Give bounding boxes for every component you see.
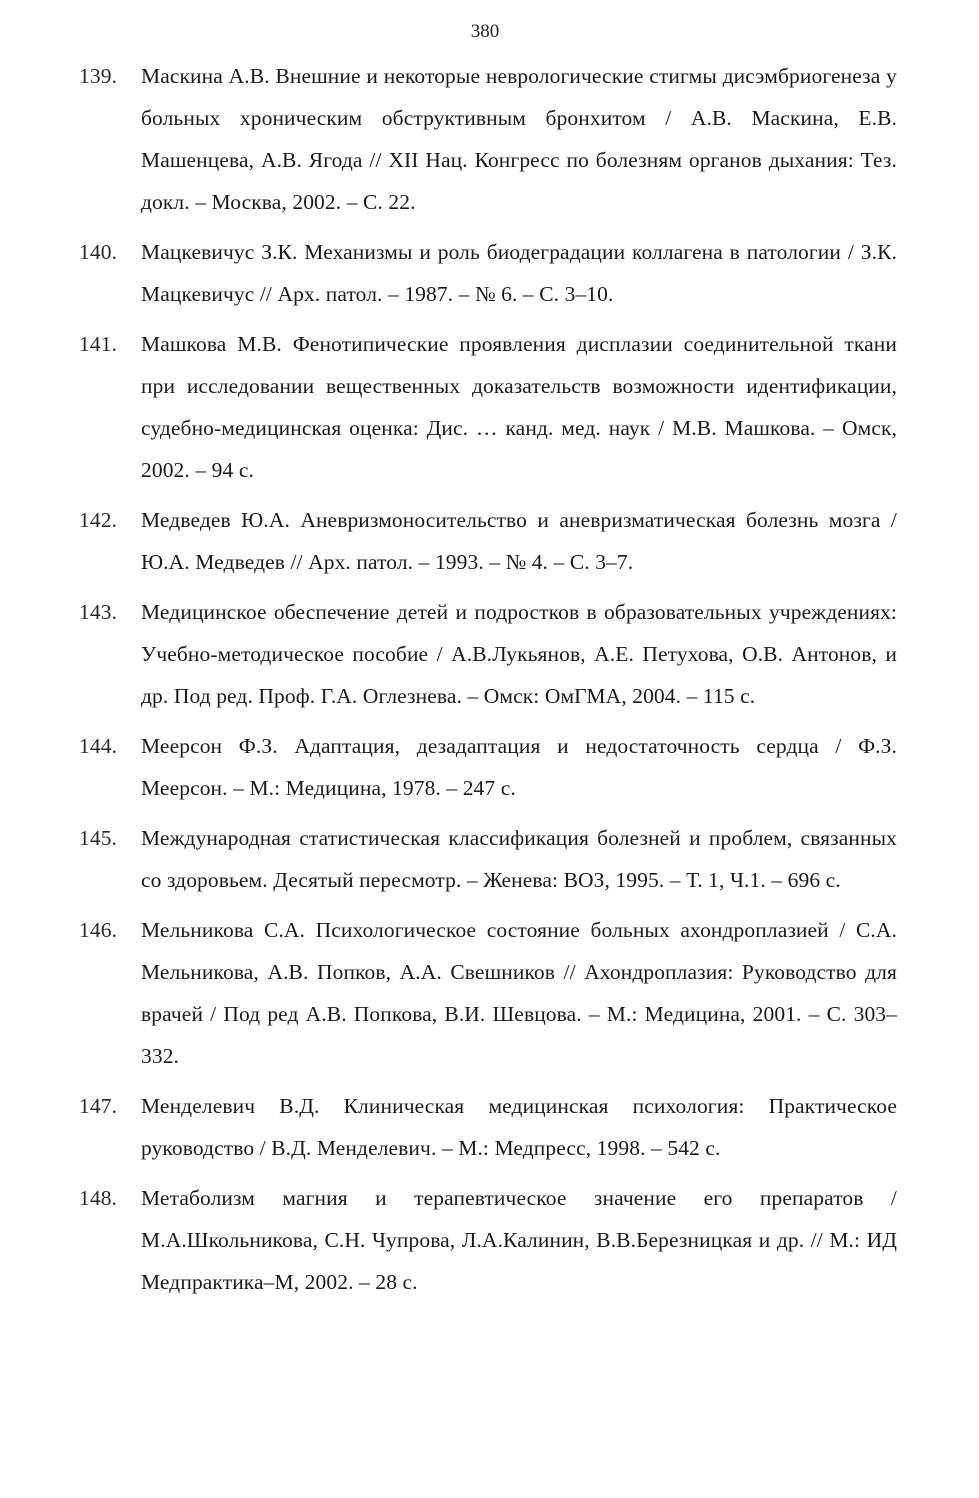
- reference-number: 147.: [79, 1094, 118, 1118]
- reference-item-139: [79, 55, 897, 223]
- reference-text: Меерсон Ф.З. Адаптация, дезадаптация и недостаточность сердца / Ф.З. Меерсон. – М.: Медицина, 1978. – 247 с.: [141, 734, 897, 800]
- reference-item-146: [79, 909, 897, 1077]
- reference-item-144: [79, 725, 897, 809]
- reference-number: 142.: [79, 508, 118, 532]
- reference-text: Метаболизм магния и терапевтическое значение его препаратов / М.А.Школьникова, С.Н. Чупрова, Л.А.Калинин, В.В.Березницкая и др. // М.: ИД Медпрактика–М, 2002. – 28 с.: [141, 1186, 897, 1294]
- reference-number: 139.: [79, 64, 118, 88]
- reference-text: Машкова М.В. Фенотипические проявления дисплазии соединительной ткани при исследовании вещественных доказательств возможности идентификации, судебно-медицинская оценка: Дис. … канд. мед. наук / М.В. Машкова. – Омск, 2002. – 94 с.: [141, 332, 897, 482]
- reference-text: Маскина А.В. Внешние и некоторые неврологические стигмы дисэмбриогенеза у больных хроническим обструктивным бронхитом / А.В. Маскина, Е.В. Машенцева, А.В. Ягода // XII Нац. Конгресс по болезням органов дыхания: Тез. докл. – Москва, 2002. – С. 22.: [141, 64, 897, 214]
- reference-text: Мельникова С.А. Психологическое состояние больных ахондроплазией / С.А. Мельникова, А.В. Попков, А.А. Свешников // Ахондроплазия: Руководство для врачей / Под ред А.В. Попкова, В.И. Шевцова. – М.: Медицина, 2001. – С. 303–332.: [141, 918, 897, 1068]
- reference-item-140: [79, 231, 897, 315]
- reference-item-141: [79, 323, 897, 491]
- reference-list: [79, 55, 897, 1311]
- reference-item-142: [79, 499, 897, 583]
- reference-text: Медицинское обеспечение детей и подростков в образовательных учреждениях: Учебно-методическое пособие / А.В.Лукьянов, А.Е. Петухова, О.В. Антонов, и др. Под ред. Проф. Г.А. Оглезнева. – Омск: ОмГМА, 2004. – 115 с.: [141, 600, 897, 708]
- page-number: 380: [470, 21, 500, 42]
- reference-number: 141.: [79, 332, 118, 356]
- reference-item-148: [79, 1177, 897, 1303]
- reference-text: Международная статистическая классификация болезней и проблем, связанных со здоровьем. Десятый пересмотр. – Женева: ВОЗ, 1995. – Т. 1, Ч.1. – 696 с.: [141, 826, 897, 892]
- reference-text: Менделевич В.Д. Клиническая медицинская психология: Практическое руководство / В.Д. Менделевич. – М.: Медпресс, 1998. – 542 с.: [141, 1094, 897, 1160]
- reference-number: 145.: [79, 826, 118, 850]
- reference-number: 146.: [79, 918, 118, 942]
- reference-item-147: [79, 1085, 897, 1169]
- reference-item-143: [79, 591, 897, 717]
- reference-item-145: [79, 817, 897, 901]
- reference-text: Мацкевичус З.К. Механизмы и роль биодеградации коллагена в патологии / З.К. Мацкевичус // Арх. патол. – 1987. – № 6. – С. 3–10.: [141, 240, 897, 306]
- reference-number: 140.: [79, 240, 118, 264]
- reference-number: 148.: [79, 1186, 118, 1210]
- reference-text: Медведев Ю.А. Аневризмоносительство и аневризматическая болезнь мозга / Ю.А. Медведев // Арх. патол. – 1993. – № 4. – С. 3–7.: [141, 508, 897, 574]
- reference-number: 143.: [79, 600, 118, 624]
- reference-number: 144.: [79, 734, 118, 758]
